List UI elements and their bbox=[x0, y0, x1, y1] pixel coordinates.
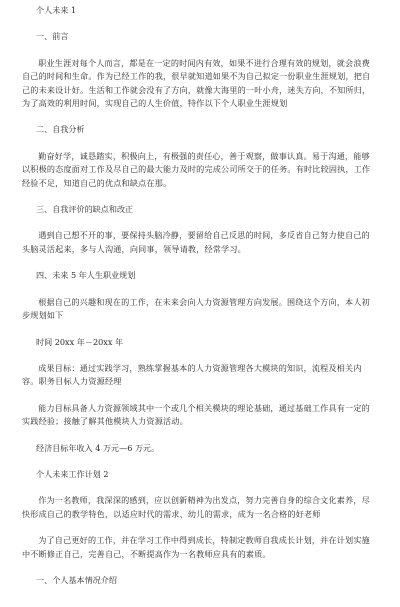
result-goal-paragraph: 成果目标：通过实践学习，熟练掌握基本的人力资源管理各大模块的知识，流程及相关内容。职务目标人力资源经理 bbox=[22, 362, 362, 387]
economic-goal: 经济目标年收入 4 万元—6 万元。 bbox=[36, 442, 160, 453]
section-heading-personal-info: 一、个人基本情况介绍 bbox=[36, 574, 117, 585]
section-heading-preface: 一、前言 bbox=[36, 31, 69, 42]
section-heading-weakness: 三、自我评价的缺点和改正 bbox=[36, 204, 134, 215]
weakness-paragraph: 遇到自己想不开的事，要保持头脑冷静，要留给自己反思的时间，多反省自己努力使自己的头脑灵活起来，多与人沟通，向同事，领导请教，经常学习。 bbox=[22, 230, 370, 254]
teacher-paragraph-1: 作为一名教师，我深深的感到，应以创新精神为出发点，努力完善自身的综合文化素养，尽快形成自己的教学特色，以适应时代的需求、幼儿的需求，成为一名合格的好老师 bbox=[22, 495, 370, 519]
preface-paragraph: 职业生涯对每个人而言，都是在一定的时间内有效，如果不进行合理有效的规划，就会浪费自己的时间和生命。作为已经工作的我，很早就知道如果不为自己拟定一份职业生涯规划，把自己的未来设计好。生活和工作就会没有了方向，就像大海里的一叶小舟，迷失方向，不知所归，为了高效的利用时间，实现自己的人生价值，特作以下个人职业生涯规划 bbox=[22, 57, 371, 109]
five-year-plan-paragraph: 根据自己的兴趣和现在的工作，在未来会向人力资源管理方向发展。围绕这个方向，本人初步规划如下 bbox=[22, 296, 370, 321]
doc-title-2: 个人未来工作计划 2 bbox=[36, 468, 109, 479]
doc-title-1: 个人未来 1 bbox=[36, 5, 77, 15]
self-analysis-paragraph: 勤奋好学，诚恳踏实，积极向上，有极强的责任心，善于观察，做事认真。易于沟通，能够以积极的态度面对工作及尽自己的最大能力及时的完成公司所交于的任务。有时比较固执，工作经验不足，知道自己的优点和缺点在那。 bbox=[22, 150, 371, 188]
section-heading-five-year-plan: 四、未来 5 年人生职业规划 bbox=[36, 270, 136, 281]
section-heading-self-analysis: 二、自我分析 bbox=[36, 124, 85, 135]
time-range: 时间 20xx 年－20xx 年 bbox=[36, 336, 124, 347]
teacher-paragraph-2: 为了自己更好的工作，并在学习工作中得到成长，特制定教师自我成长计划，并在计划实施中不断修正自己，完善自己，不断提高作为一名教师应具有的素质。 bbox=[22, 535, 370, 559]
ability-goal-paragraph: 能力目标具备人力资源领域其中一个或几个相关模块的理论基础，通过基础工作具有一定的实践经验；接触了解其他模块人力资源活动。 bbox=[22, 402, 370, 427]
